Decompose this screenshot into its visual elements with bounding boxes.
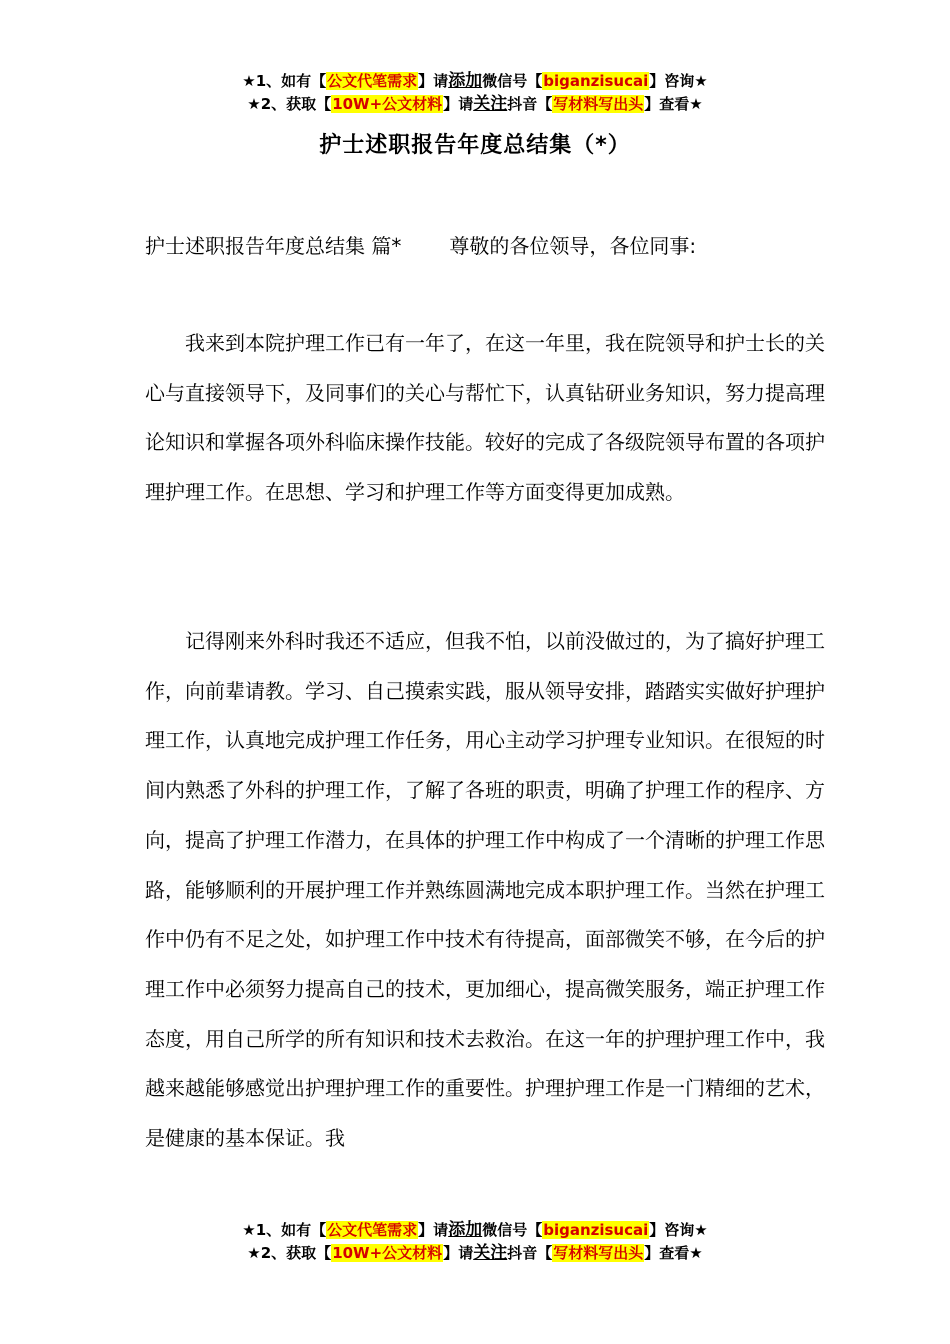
banner-emphasis: 添加 — [448, 1220, 483, 1240]
banner-highlight: 公文代笔需求 — [327, 1221, 418, 1239]
banner-wechat-id: biganzisucai — [543, 72, 649, 90]
banner-douyin-name: 写材料写出头 — [553, 95, 644, 113]
banner-text: 】请 — [418, 72, 449, 90]
paragraph-2: 记得刚来外科时我还不适应，但我不怕，以前没做过的，为了搞好护理工作，向前辈请教。学习、自己摸索实践，服从领导安排，踏踏实实做好护理护理工作，认真地完成护理工作任务，用心主动学习护理专业知识。在很短的时间内熟悉了外科的护理工作，了解了各班的职责，明确了护理工作的程序、方向，提高了护理工作潜力，在具体的护理工作中构成了一个清晰的护理工作思路，能够顺利的开展护理工作并熟练圆满地完成本职护理工作。当然在护理工作中仍有不足之处，如护理工作中技术有待提高，面部微笑不够，在今后的护理工作中必须努力提高自己的技术，更加细心，提高微笑服务，端正护理工作态度，用自己所学的所有知识和技术去救治。在这一年的护理护理工作中，我越来越能够感觉出护理护理工作的重要性。护理护理工作是一门精细的艺术，是健康的基本保证。我 — [145, 629, 825, 1151]
subtitle-heading: 护士述职报告年度总结集 篇* — [145, 234, 402, 258]
banner-text: 微信号【 — [482, 72, 543, 90]
banner-text: ★1、如有【 — [242, 1221, 327, 1239]
banner-line-1 — [0, 1219, 950, 1242]
banner-douyin-name: 写材料写出头 — [553, 1244, 644, 1262]
banner-line-2 — [0, 93, 950, 116]
banner-text: 抖音【 — [507, 95, 553, 113]
banner-emphasis: 关注 — [473, 94, 508, 114]
banner-emphasis: 添加 — [448, 71, 483, 91]
banner-text: 】咨询★ — [649, 1221, 708, 1239]
banner-text: 】请 — [418, 1221, 449, 1239]
banner-text: 】请 — [443, 1244, 474, 1262]
banner-highlight: 10W+公文材料 — [332, 95, 443, 113]
paragraph-1: 我来到本院护理工作已有一年了，在这一年里，我在院领导和护士长的关心与直接领导下，及同事们的关心与帮忙下，认真钻研业务知识，努力提高理论知识和掌握各项外科临床操作技能。较好的完成了各级院领导布置的各项护理护理工作。在思想、学习和护理工作等方面变得更加成熟。 — [145, 331, 825, 505]
banner-text: ★2、获取【 — [247, 95, 332, 113]
document-title: 护士述职报告年度总结集（*） — [319, 133, 631, 158]
banner-text: ★2、获取【 — [247, 1244, 332, 1262]
banner-text: 】咨询★ — [649, 72, 708, 90]
salutation: 尊敬的各位领导，各位同事: — [449, 234, 697, 258]
banner-line-1 — [0, 70, 950, 93]
banner-line-2 — [0, 1242, 950, 1265]
banner-text: 抖音【 — [507, 1244, 553, 1262]
banner-highlight: 10W+公文材料 — [332, 1244, 443, 1262]
banner-emphasis: 关注 — [473, 1243, 508, 1263]
banner-text: ★1、如有【 — [242, 72, 327, 90]
banner-wechat-id: biganzisucai — [543, 1221, 649, 1239]
document-subtitle — [145, 230, 696, 259]
banner-text: 】查看★ — [644, 1244, 703, 1262]
header-banner — [0, 70, 950, 116]
banner-text: 】查看★ — [644, 95, 703, 113]
banner-text: 微信号【 — [482, 1221, 543, 1239]
footer-banner — [0, 1219, 950, 1265]
banner-highlight: 公文代笔需求 — [327, 72, 418, 90]
banner-text: 】请 — [443, 95, 474, 113]
